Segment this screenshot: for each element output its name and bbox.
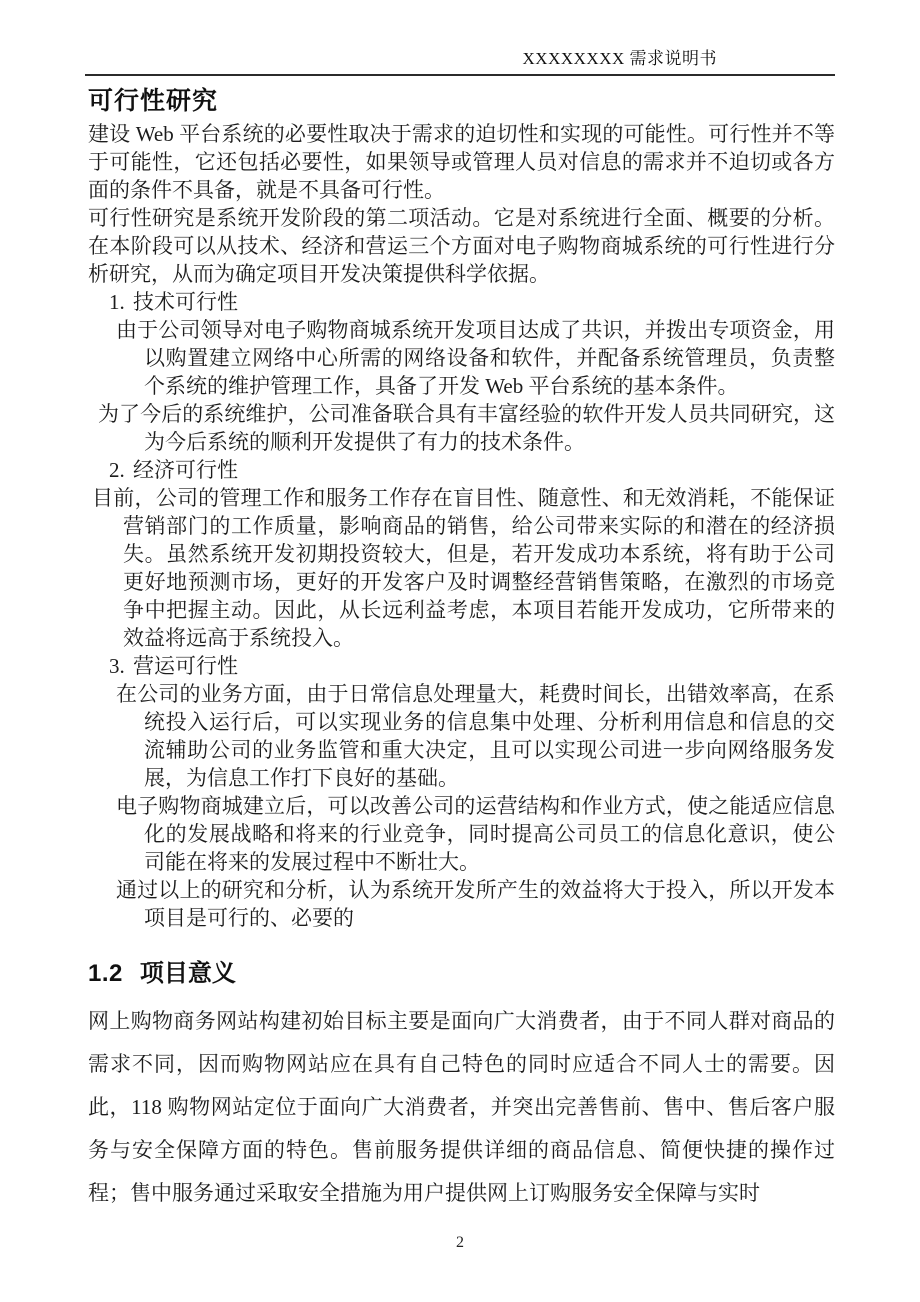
paragraph: 由于公司领导对电子购物商城系统开发项目达成了共识，并拨出专项资金，用以购置建立网络中心所需的网络设备和软件，并配备系统管理员，负责整个系统的维护管理工作，具备了开发 Web 平台系统的基本条件。 [116,318,835,398]
list-item-title: 营运可行性 [133,654,238,678]
section-title: 可行性研究 [88,87,219,115]
paragraph: 建设 Web 平台系统的必要性取决于需求的迫切性和实现的可能性。可行性并不等于可能性，它还包括必要性，如果领导或管理人员对信息的需求并不迫切或各方面的条件不具备，就是不具备可行性。 [88,122,835,202]
list-item-number: 2. [109,458,125,482]
page-content [88,86,835,1215]
section-heading [88,959,835,989]
section-heading-title: 项目意义 [139,960,236,987]
list-item-number: 1. [109,290,125,314]
list-item-title: 技术可行性 [133,290,238,314]
list-item [109,652,835,680]
paragraph: 网上购物商务网站构建初始目标主要是面向广大消费者，由于不同人群对商品的需求不同，因而购物网站应在具有自己特色的同时应适合不同人士的需要。因此，118 购物网站定位于面向广大消费者，并突出完善售前、售中、售后客户服务与安全保障方面的特色。售前服务提供详细的商品信息、简便快捷的操作过程；售中服务通过采取安全措施为用户提供网上订购服务安全保障与实时 [88,1009,835,1205]
list-item-number: 3. [109,654,125,678]
page-number: 2 [456,1234,464,1251]
paragraph: 在公司的业务方面，由于日常信息处理量大，耗费时间长，出错效率高，在系统投入运行后，可以实现业务的信息集中处理、分析利用信息和信息的交流辅助公司的业务监管和重大决定，且可以实现公司进一步向网络服务发展，为信息工作打下良好的基础。 [116,682,835,790]
page-header [85,0,835,76]
paragraph: 可行性研究是系统开发阶段的第二项活动。它是对系统进行全面、概要的分析。在本阶段可以从技术、经济和营运三个方面对电子购物商城系统的可行性进行分析研究，从而为确定项目开发决策提供科学依据。 [88,206,835,286]
paragraph: 通过以上的研究和分析，认为系统开发所产生的效益将大于投入，所以开发本项目是可行的、必要的 [116,878,835,930]
paragraph: 电子购物商城建立后，可以改善公司的运营结构和作业方式，使之能适应信息化的发展战略和将来的行业竞争，同时提高公司员工的信息化意识，使公司能在将来的发展过程中不断壮大。 [116,794,835,874]
section-number: 1.2 [88,960,123,987]
list-item [109,288,835,316]
list-item-title: 经济可行性 [133,458,238,482]
paragraph: 为了今后的系统维护，公司准备联合具有丰富经验的软件开发人员共同研究，这为今后系统的顺利开发提供了有力的技术条件。 [98,402,835,454]
doc-label: XXXXXXXX 需求说明书 [522,49,717,68]
paragraph: 目前，公司的管理工作和服务工作存在盲目性、随意性、和无效消耗，不能保证营销部门的工作质量，影响商品的销售，给公司带来实际的和潜在的经济损失。虽然系统开发初期投资较大，但是，若开发成功本系统，将有助于公司更好地预测市场，更好的开发客户及时调整经营销售策略，在激烈的市场竞争中把握主动。因此，从长远利益考虑，本项目若能开发成功，它所带来的效益将远高于系统投入。 [92,486,835,650]
list-item [109,456,835,484]
